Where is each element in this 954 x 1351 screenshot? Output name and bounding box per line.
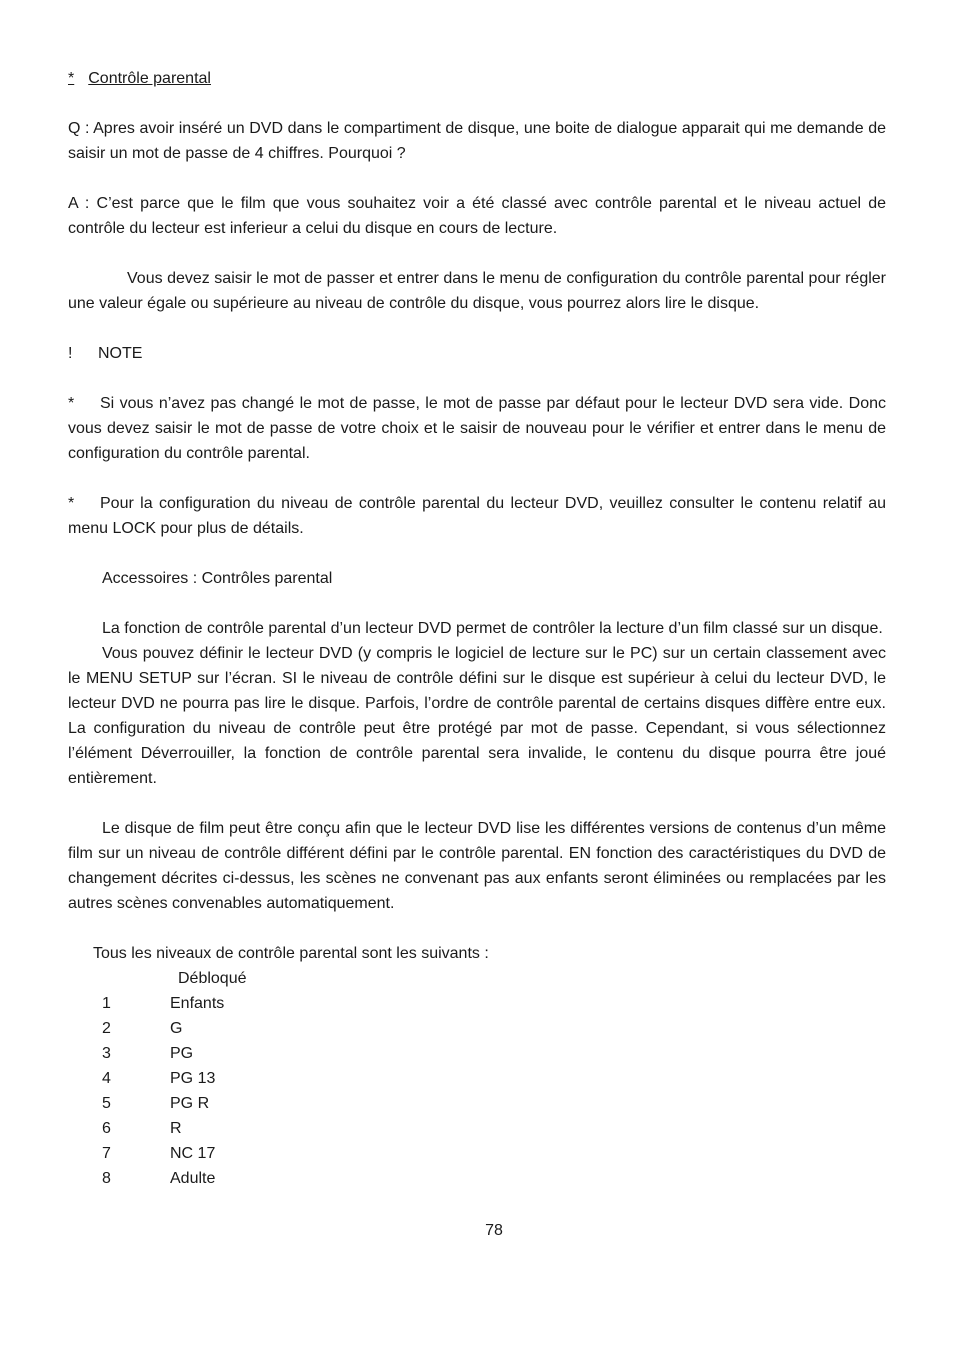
levels-list (68, 966, 886, 1191)
level-number: 4 (102, 1070, 111, 1087)
levels-intro: Tous les niveaux de contrôle parental sont les suivants : (93, 945, 489, 962)
level-name: PG 13 (170, 1070, 216, 1087)
level-row (68, 1166, 886, 1191)
level-name: Enfants (170, 995, 225, 1012)
spacer (68, 166, 886, 191)
level-name: G (170, 1020, 183, 1037)
note-bang: ! (68, 345, 73, 362)
level-name: Adulte (170, 1170, 216, 1187)
question-paragraph: Q : Apres avoir inséré un DVD dans le compartiment de disque, une boite de dialogue apparait qui me demande de saisir un mot de passe de 4 chiffres. Pourquoi ? (68, 120, 886, 162)
section-star: * (68, 70, 75, 87)
level-name: PG R (170, 1095, 210, 1112)
level-name: NC 17 (170, 1145, 216, 1162)
note-heading (68, 341, 886, 366)
level-number: 8 (102, 1170, 111, 1187)
section-title: Contrôle parental (88, 70, 211, 87)
spacer (68, 366, 886, 391)
level-number: 2 (102, 1020, 111, 1037)
level-row (68, 1066, 886, 1091)
note-item-text: Pour la configuration du niveau de contrôle parental du lecteur DVD, veuillez consulter le contenu relatif au menu LOCK pour plus de détails. (68, 495, 886, 537)
spacer (68, 316, 886, 341)
level-unlocked: Débloqué (178, 970, 247, 987)
level-row (68, 1141, 886, 1166)
level-name: R (170, 1120, 182, 1137)
note-item (68, 391, 886, 466)
answer-followup-paragraph: Vous devez saisir le mot de passer et entrer dans le menu de configuration du contrôle parental pour régler une valeur égale ou supérieure au niveau de contrôle du disque, vous pourrez alors lire le disque. (68, 270, 886, 312)
level-row-unlocked (68, 966, 886, 991)
level-number: 3 (102, 1045, 111, 1062)
page-number: 78 (485, 1222, 503, 1239)
level-number: 5 (102, 1095, 111, 1112)
accessories-paragraph-1: La fonction de contrôle parental d’un lecteur DVD permet de contrôler la lecture d’un film classé sur un disque. (102, 620, 883, 637)
level-row (68, 1041, 886, 1066)
level-number: 1 (102, 995, 111, 1012)
level-number: 7 (102, 1145, 111, 1162)
spacer (68, 591, 886, 616)
note-item (68, 491, 886, 541)
spacer (68, 541, 886, 566)
level-row (68, 1016, 886, 1041)
spacer (68, 791, 886, 816)
section-heading (68, 66, 211, 91)
level-row (68, 991, 886, 1016)
level-name: PG (170, 1045, 194, 1062)
level-number: 6 (102, 1120, 111, 1137)
note-label: NOTE (98, 345, 143, 362)
document-page (68, 66, 886, 1191)
spacer (68, 466, 886, 491)
level-row (68, 1116, 886, 1141)
note-item-text: Si vous n’avez pas changé le mot de passe, le mot de passe par défaut pour le lecteur DVD sera vide. Donc vous devez saisir le mot de passe de votre choix et le saisir de nouveau pour le vérifier et entrer dans le menu de configuration du contrôle parental. (68, 395, 886, 462)
answer-paragraph: A : C’est parce que le film que vous souhaitez voir a été classé avec contrôle parental et le niveau actuel de contrôle du lecteur est inferieur a celui du disque en cours de lecture. (68, 195, 886, 237)
level-row (68, 1091, 886, 1116)
spacer (68, 916, 886, 941)
note-item-star: * (68, 395, 75, 412)
accessories-heading: Accessoires : Contrôles parental (102, 570, 333, 587)
spacer (68, 241, 886, 266)
accessories-paragraph-3: Le disque de film peut être conçu afin que le lecteur DVD lise les différentes versions de contenus d’un même film sur un niveau de contrôle différent défini par le contrôle parental. EN fonction des caractéristiques du DVD de changement décrites ci-dessus, les scènes ne convenant pas aux enfants seront éliminées ou remplacées par les autres scènes convenables automatiquement. (68, 820, 886, 912)
note-item-star: * (68, 495, 75, 512)
accessories-paragraph-2: Vous pouvez définir le lecteur DVD (y compris le logiciel de lecture sur le PC) sur un certain classement avec le MENU SETUP sur l’écran. SI le niveau de contrôle défini sur le disque est supérieur à celui du lecteur DVD, le lecteur DVD ne pourra pas lire le disque. Parfois, l’ordre de contrôle parental de certains disques diffère entre eux. La configuration du niveau de contrôle peut être protégé par mot de passe. Cependant, si vous sélectionnez l’élément Déverrouiller, la fonction de contrôle parental sera invalide, le contenu du disque pourra être joué entièrement. (68, 645, 886, 787)
